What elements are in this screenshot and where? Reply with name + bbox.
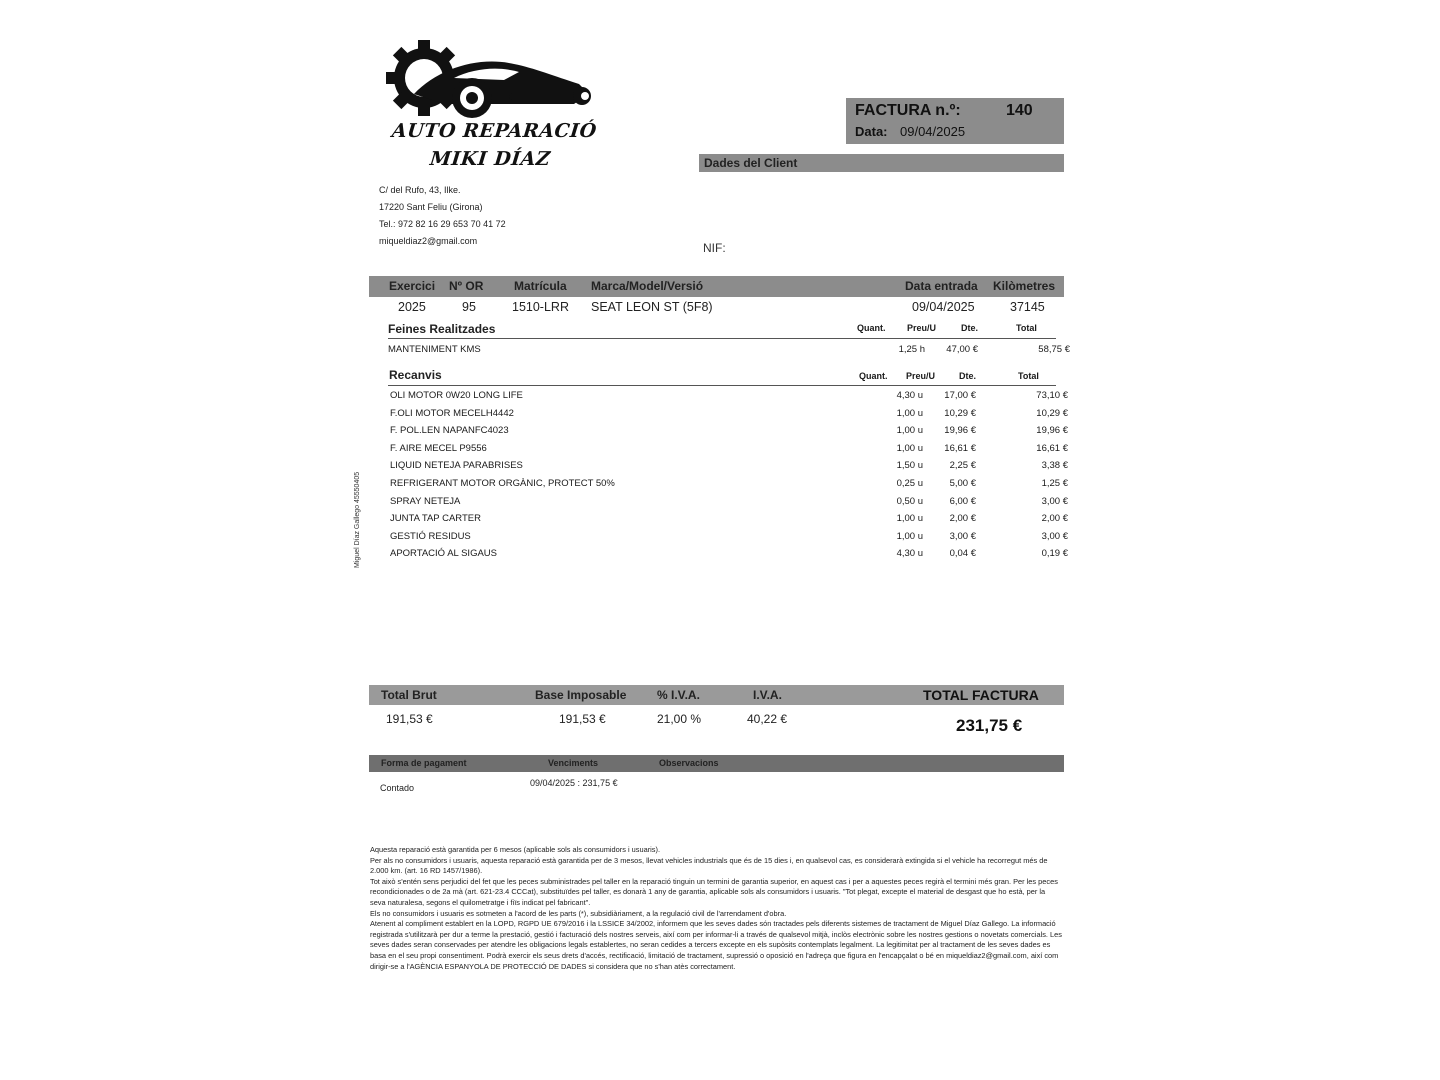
vehicle-num-or: 95	[462, 300, 476, 314]
client-nif-label: NIF:	[703, 241, 726, 255]
part-quant: 4,30 u	[896, 548, 923, 560]
company-name-line1: AUTO REPARACIÓ	[390, 120, 598, 142]
total-factura: 231,75 €	[956, 716, 1023, 735]
part-quant: 1,00 u	[896, 530, 923, 542]
works-col-quant: Quant.	[857, 323, 886, 333]
part-quant: 1,00 u	[896, 407, 923, 419]
work-total: 58,75 €	[1038, 344, 1070, 355]
parts-section	[388, 368, 1068, 568]
venciments-label: Venciments	[548, 758, 599, 768]
part-row	[388, 408, 1088, 425]
base-imposable: 191,53 €	[559, 712, 606, 726]
company-address: C/ del Rufo, 43, Ilke.	[379, 185, 461, 195]
work-quant: 1,25 h	[898, 344, 925, 355]
part-preu: 16,61 €	[944, 442, 976, 454]
iva-amount: 40,22 €	[747, 712, 788, 726]
part-total: 3,00 €	[1041, 495, 1068, 507]
forma-label: Forma de pagament	[381, 758, 467, 768]
part-desc: F. AIRE MECEL P9556	[390, 442, 487, 454]
col-num-or: Nº OR	[449, 279, 484, 293]
part-preu: 5,00 €	[949, 478, 976, 489]
payment-forma: Contado	[380, 783, 415, 793]
work-row	[388, 344, 1088, 361]
works-section	[388, 322, 1070, 362]
part-preu: 17,00 €	[944, 390, 976, 401]
totals-header-bar	[369, 685, 1064, 705]
vehicle-marca: SEAT LEON ST (5F8)	[591, 300, 713, 314]
vehicle-matricula: 1510-LRR	[512, 300, 569, 314]
part-quant: 4,30 u	[896, 390, 923, 401]
col-kilometres: Kilòmetres	[993, 279, 1056, 293]
part-total: 73,10 €	[1036, 390, 1068, 401]
part-desc: F. POL.LEN NAPANFC4023	[390, 425, 509, 437]
legal-paragraph: Els no consumidors i usuaris es sotmeten a l'acord de les parts (*), subsidiàriament, a la regulació civil de l'arrendament d'obra.	[370, 908, 787, 918]
part-desc: LIQUID NETEJA PARABRISES	[390, 460, 523, 472]
total-brut-label: Total Brut	[381, 688, 437, 702]
part-row	[388, 496, 1088, 513]
col-exercici: Exercici	[389, 279, 436, 293]
client-header: Dades del Client	[704, 156, 798, 170]
legal-paragraph: Atenent al compliment establert en la LOPD, RGPD UE 679/2016 i la LSSICE 34/2002, informem que les seves dades són tractades pels diferents sistemes de tractament de Miguel Díaz Gallego. La informació registrada s'utilitzarà per dur a terme la prestació, gestió i facturació dels nostres serveis, així com per informar-li a través de qualsevol mitjà, inclòs electrònic sobre les nostres gestions o novetats comercials. Les seves dades seran conservades per atendre les obligacions legals establertes, no seran cedides a tercers excepte en els supòsits contemplats legalment. La legitimitat per al tractament de les seves dades es basa en el seu propi consentiment. Podrà exercir els seus drets d'accés, rectificació, limitació de tractament, supressió o oposició en l'adreça que figura en l'encapçalat o bé en miqueldiaz2@gmail.com, així com dirigir-se a l'AGÈNCIA ESPANYOLA DE PROTECCIÓ DE DADES si considera que no s'han atès correctament.	[370, 919, 1062, 971]
car-gear-logo-icon	[384, 38, 598, 120]
part-preu: 3,00 €	[949, 530, 976, 542]
part-row	[388, 513, 1088, 530]
invoice-date-label: Data:	[855, 124, 888, 139]
part-total: 2,00 €	[1041, 513, 1068, 525]
part-row	[388, 390, 1088, 407]
work-desc: MANTENIMENT KMS	[388, 344, 481, 355]
vehicle-data-entrada: 09/04/2025	[912, 300, 975, 314]
work-preu: 47,00 €	[946, 344, 978, 355]
client-header-bar	[699, 154, 1064, 172]
payment-header-bar	[369, 755, 1064, 772]
totals-values	[369, 711, 1064, 741]
part-quant: 1,50 u	[896, 460, 923, 472]
part-total: 19,96 €	[1036, 425, 1068, 437]
part-quant: 0,25 u	[896, 478, 923, 489]
part-total: 3,38 €	[1041, 460, 1068, 472]
side-note: Miguel Díaz Gallego 45550405	[354, 471, 361, 568]
part-preu: 2,00 €	[949, 513, 976, 525]
parts-title: Recanvis	[389, 368, 442, 382]
parts-col-quant: Quant.	[859, 371, 888, 381]
col-marca: Marca/Model/Versió	[591, 279, 704, 293]
part-quant: 0,50 u	[896, 495, 923, 507]
part-desc: SPRAY NETEJA	[390, 495, 461, 507]
part-desc: JUNTA TAP CARTER	[390, 513, 481, 525]
part-preu: 19,96 €	[944, 425, 976, 437]
part-row	[388, 548, 1088, 565]
parts-col-dte: Dte.	[959, 371, 977, 381]
part-row	[388, 478, 1088, 495]
works-title: Feines Realitzades	[388, 322, 496, 336]
part-row	[388, 425, 1088, 442]
total-factura-label: TOTAL FACTURA	[923, 687, 1039, 703]
part-desc: REFRIGERANT MOTOR ORGÀNIC, PROTECT 50%	[390, 478, 615, 489]
parts-divider	[388, 385, 1056, 386]
col-matricula: Matrícula	[514, 279, 567, 293]
company-email: miqueldiaz2@gmail.com	[379, 236, 478, 246]
part-desc: APORTACIÓ AL SIGAUS	[390, 548, 497, 560]
part-preu: 2,25 €	[949, 460, 976, 472]
company-phone: Tel.: 972 82 16 29 653 70 41 72	[379, 219, 506, 229]
part-quant: 1,00 u	[896, 513, 923, 525]
part-total: 1,25 €	[1041, 478, 1068, 489]
works-col-dte: Dte.	[961, 323, 979, 333]
legal-text	[370, 845, 1062, 972]
works-col-preu: Preu/U	[907, 323, 937, 333]
invoice-label: FACTURA n.º:	[855, 102, 961, 119]
part-total: 3,00 €	[1041, 530, 1068, 542]
vehicle-exercici: 2025	[398, 300, 426, 314]
part-total: 0,19 €	[1041, 548, 1068, 560]
parts-col-preu: Preu/U	[906, 371, 936, 381]
payment-venciments: 09/04/2025 : 231,75 €	[530, 778, 618, 788]
iva-pct: 21,00 %	[657, 712, 702, 726]
part-desc: GESTIÓ RESIDUS	[390, 530, 471, 542]
legal-paragraph: Per als no consumidors i usuaris, aquesta reparació està garantida per de 3 mesos, llevat vehicles industrials que és de 15 dies i, en qualsevol cas, es considerarà extingida si el vehicle ha recorregut més de 2.000 km. (art. 16 RD 1457/1986).	[370, 855, 1048, 876]
part-preu: 6,00 €	[949, 495, 976, 507]
part-preu: 0,04 €	[949, 548, 976, 560]
part-desc: OLI MOTOR 0W20 LONG LIFE	[390, 390, 523, 401]
iva-pct-label: % I.V.A.	[657, 688, 700, 702]
vehicle-kilometres: 37145	[1010, 300, 1045, 314]
base-label: Base Imposable	[535, 688, 627, 702]
company-logo	[384, 38, 598, 120]
vehicle-row	[369, 300, 1064, 318]
part-row	[388, 460, 1088, 477]
part-total: 10,29 €	[1036, 407, 1068, 419]
part-preu: 10,29 €	[944, 407, 976, 419]
vehicle-header-bar	[369, 276, 1064, 297]
part-row	[388, 531, 1088, 548]
col-data-entrada: Data entrada	[905, 279, 978, 293]
part-quant: 1,00 u	[896, 442, 923, 454]
parts-col-total: Total	[1018, 371, 1039, 381]
observacions-label: Observacions	[659, 758, 719, 768]
part-total: 16,61 €	[1036, 442, 1068, 454]
company-city: 17220 Sant Feliu (Girona)	[379, 202, 483, 212]
legal-paragraph: Aquesta reparació està garantida per 6 mesos (aplicable sols als consumidors i usuaris).	[370, 845, 661, 854]
works-col-total: Total	[1016, 323, 1037, 333]
invoice-date: 09/04/2025	[900, 124, 966, 139]
part-row	[388, 443, 1088, 460]
invoice-number-box	[846, 98, 1064, 144]
legal-paragraph: Tot això s'entén sens perjudici del fet que les peces subministrades pel taller en la reparació tinguin un termini de garantia superior, en aquest cas i per a aquestes peces regirà el termini més gran. Per les peces recondicionades o de 2a mà (art. 621-23.4 CCCat), substituïdes pel taller, es donarà 1 any de garantia, aplicable sols als consumidors i usuaris. "Tot plegat, excepte el material de desgast que ho està, per la seva naturalesa, segons el quilometratge i fiïs indicat pel fabricant".	[370, 876, 1058, 907]
invoice-number: 140	[1006, 102, 1033, 119]
part-quant: 1,00 u	[896, 425, 923, 437]
total-brut: 191,53 €	[386, 712, 433, 726]
iva-label: I.V.A.	[753, 688, 782, 702]
company-name-line2: MIKI DÍAZ	[428, 148, 552, 170]
works-divider	[388, 338, 1056, 339]
part-desc: F.OLI MOTOR MECELH4442	[390, 407, 514, 419]
